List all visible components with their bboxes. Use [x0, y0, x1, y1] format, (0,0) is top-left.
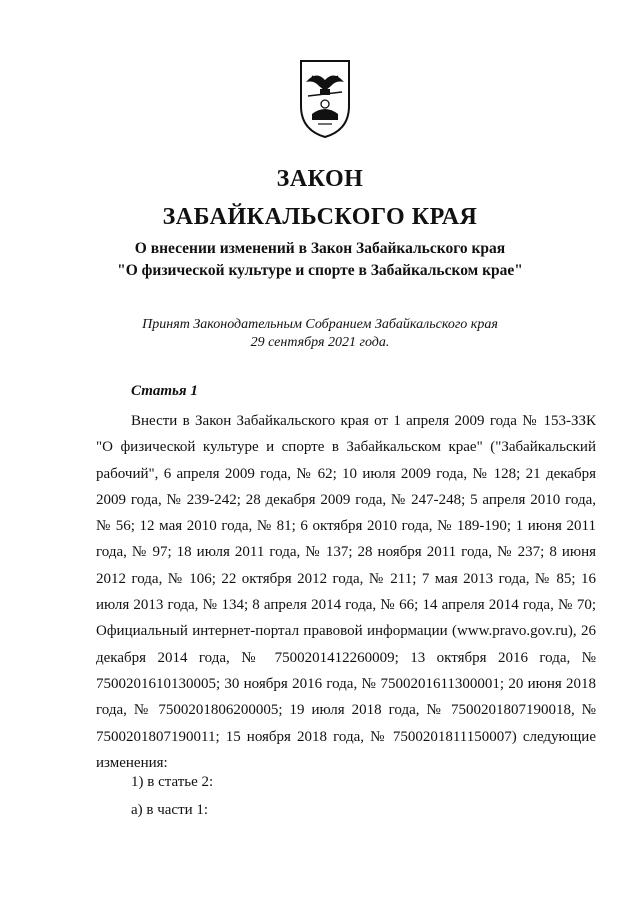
- region-title: ЗАБАЙКАЛЬСКОГО КРАЯ: [162, 204, 478, 230]
- article-paragraph: Внести в Закон Забайкальского края от 1 апреля 2009 года № 153-ЗЗК "О физической культуре и спорте в Забайкальском крае" ("Забайкальский рабочий", 6 апреля 2009 года, № 62; 10 июля 2009 года, № 128; 21 декабря 2009 года, № 239-242; 28 декабря 2009 года, № 247-248; 5 апреля 2010 года, № 56; 12 мая 2010 года, № 81; 6 октября 2010 года, № 189-190; 1 июня 2011 года, № 97; 18 июля 2011 года, № 137; 28 ноября 2011 года, № 237; 8 июня 2012 года, № 106; 22 октября 2012 года, № 211; 7 мая 2013 года, № 85; 16 июля 2013 года, № 134; 8 апреля 2014 года, № 66; 14 апреля 2014 года, № 70; Официальный интернет-портал правовой информации (www.pravo.gov.ru), 26 декабря 2014 года, № 7500201412260009; 13 октября 2016 года, № 7500201610130005; 30 ноября 2016 года, № 7500201611300001; 20 июня 2018 года, № 7500201806200005; 19 июля 2018 года, № 7500201807190018, № 7500201807190011; 15 ноября 2018 года, № 7500201811150007) следующие изменения:: [96, 413, 596, 771]
- law-subtitle-line2: "О физической культуре и спорте в Забайкальском крае": [117, 262, 523, 279]
- law-title: ЗАКОН: [276, 166, 364, 192]
- adoption-line1: Принят Законодательным Собранием Забайкальского края: [142, 317, 498, 332]
- law-subtitle-line1: О внесении изменений в Закон Забайкальского края: [134, 240, 506, 257]
- list-item: а) в части 1:: [131, 802, 209, 818]
- adoption-date: 29 сентября 2021 года.: [250, 335, 390, 350]
- article-heading: Статья 1: [131, 383, 198, 399]
- coat-of-arms-icon: [298, 58, 352, 140]
- list-item: 1) в статье 2:: [131, 774, 214, 790]
- article-body: [96, 408, 596, 776]
